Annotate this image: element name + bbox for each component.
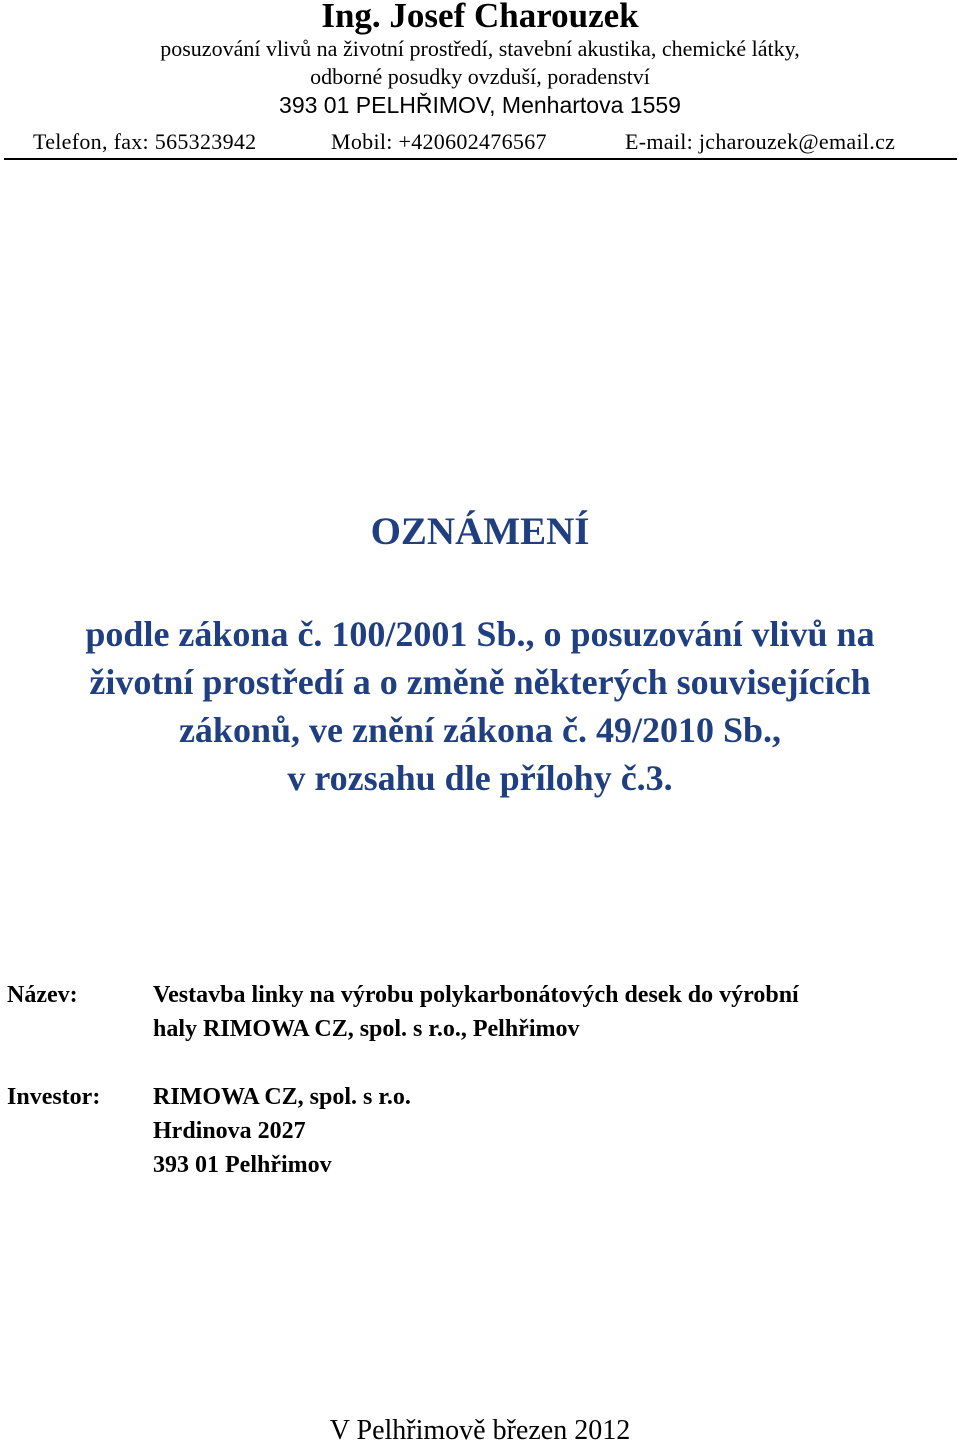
investor-label: Investor: bbox=[7, 1084, 101, 1110]
project-name-line-2: haly RIMOWA CZ, spol. s r.o., Pelhřimov bbox=[153, 1016, 580, 1042]
investor-line-3: 393 01 Pelhřimov bbox=[153, 1152, 332, 1178]
services-line-1: posuzování vlivů na životní prostředí, stavební akustika, chemické látky, bbox=[160, 36, 800, 61]
place-and-date: V Pelhřimově březen 2012 bbox=[329, 1415, 631, 1446]
phone-fax: Telefon, fax: 565323942 bbox=[33, 129, 257, 154]
project-name-value bbox=[153, 978, 799, 1046]
services-line-2: odborné posudky ovzduší, poradenství bbox=[310, 64, 650, 89]
author-name: Ing. Josef Charouzek bbox=[321, 0, 639, 35]
header-divider bbox=[4, 158, 957, 160]
investor-line-1: RIMOWA CZ, spol. s r.o. bbox=[153, 1084, 411, 1110]
mobile-phone: Mobil: +420602476567 bbox=[331, 129, 547, 154]
address-line: 393 01 PELHŘIMOV, Menhartova 1559 bbox=[279, 92, 681, 118]
document-title: OZNÁMENÍ bbox=[370, 510, 590, 553]
investor-line-2: Hrdinova 2027 bbox=[153, 1118, 306, 1144]
subtitle-line-3: zákonů, ve znění zákona č. 49/2010 Sb., bbox=[178, 710, 782, 750]
project-name-label: Název: bbox=[7, 982, 78, 1008]
subtitle-line-4: v rozsahu dle přílohy č.3. bbox=[287, 758, 673, 798]
project-name-line-1: Vestavba linky na výrobu polykarbonátových desek do výrobní bbox=[153, 982, 799, 1008]
email-address: E-mail: jcharouzek@email.cz bbox=[625, 129, 896, 154]
subtitle-line-2: životní prostředí a o změně některých souvisejících bbox=[89, 662, 871, 702]
subtitle-line-1: podle zákona č. 100/2001 Sb., o posuzování vlivů na bbox=[85, 614, 875, 654]
document-subtitle bbox=[0, 610, 960, 802]
investor-value bbox=[153, 1080, 411, 1182]
